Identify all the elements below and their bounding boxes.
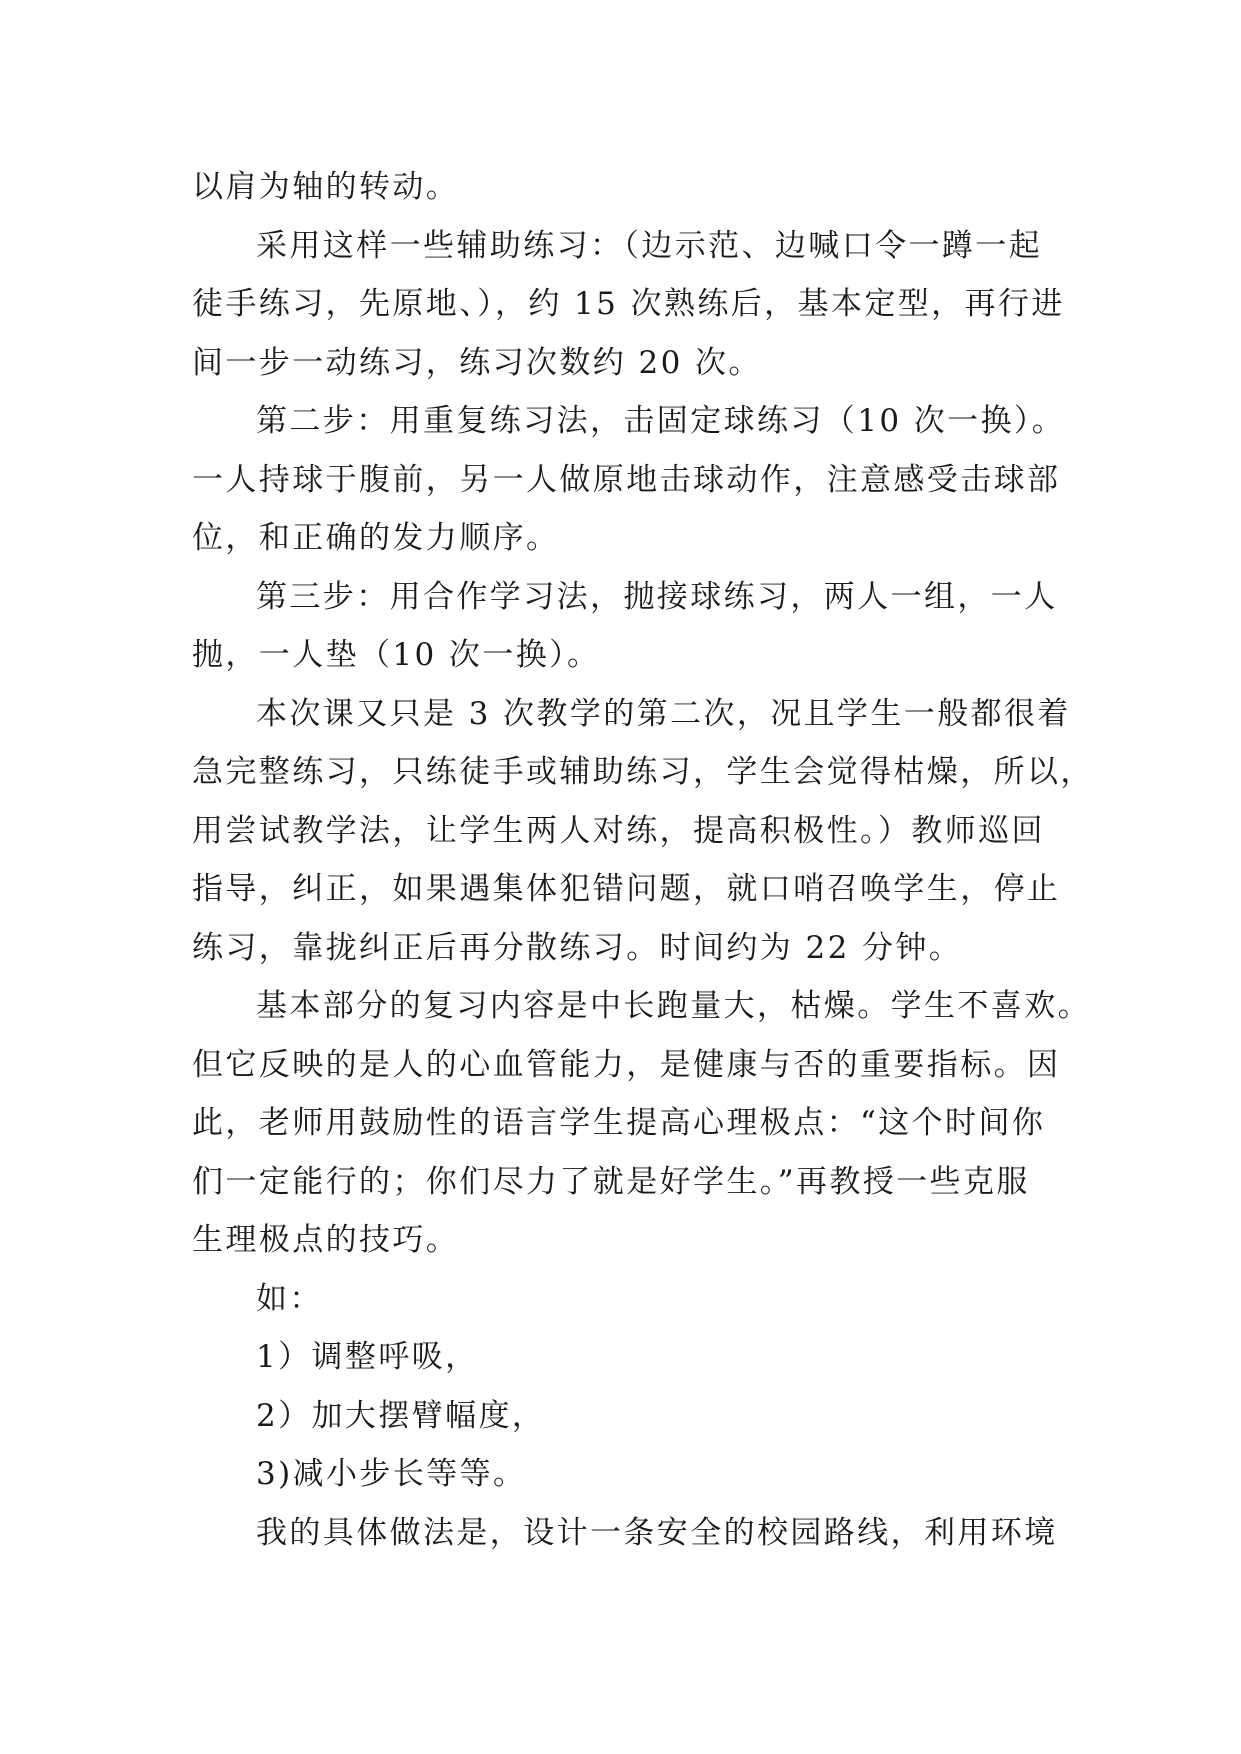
text-line: 第二步：用重复练习法，击固定球练习（10 次一换）。 bbox=[256, 403, 1066, 439]
text-line: 生理极点的技巧。 bbox=[192, 1222, 460, 1258]
text-line: 徒手练习，先原地、），约 15 次熟练后，基本定型，再行进 bbox=[192, 286, 1065, 322]
text-line: 1）调整呼吸， bbox=[256, 1339, 479, 1375]
text-line: 我的具体做法是，设计一条安全的校园路线，利用环境 bbox=[256, 1514, 1058, 1551]
text-line: 本次课又只是 3 次教学的第二次，况且学生一般都很着 bbox=[256, 695, 1071, 732]
text-line: 位，和正确的发力顺序。 bbox=[192, 520, 560, 556]
text-line: 练习，靠拢纠正后再分散练习。时间约为 22 分钟。 bbox=[192, 929, 963, 966]
text-line: 指导，纠正，如果遇集体犯错问题，就口哨召唤学生，停止 bbox=[192, 871, 1061, 907]
text-line: 急完整练习，只练徒手或辅助练习，学生会觉得枯燥，所以， bbox=[192, 754, 1094, 790]
text-line: 第三步：用合作学习法，抛接球练习，两人一组，一人 bbox=[256, 578, 1058, 615]
text-line: 3)减小步长等等。 bbox=[256, 1456, 527, 1492]
text-line: 间一步一动练习，练习次数约 20 次。 bbox=[192, 344, 762, 381]
text-line: 以肩为轴的转动。 bbox=[192, 169, 460, 205]
text-line: 一人持球于腹前，另一人做原地击球动作，注意感受击球部 bbox=[192, 461, 1061, 498]
text-line: 如： bbox=[256, 1280, 323, 1317]
text-line: 2）加大摆臂幅度， bbox=[256, 1397, 546, 1434]
text-line: 基本部分的复习内容是中长跑量大，枯燥。学生不喜欢。 bbox=[256, 988, 1091, 1024]
text-line: 但它反映的是人的心血管能力，是健康与否的重要指标。因 bbox=[192, 1046, 1061, 1083]
text-line: 抛，一人垫（10 次一换）。 bbox=[192, 637, 601, 673]
text-line: 用尝试教学法，让学生两人对练，提高积极性。）教师巡回 bbox=[192, 812, 1045, 849]
text-line: 此，老师用鼓励性的语言学生提高心理极点：“这个时间你 bbox=[192, 1105, 1046, 1141]
text-line: 采用这样一些辅助练习：（边示范、边喊口令一蹲一起 bbox=[256, 227, 1043, 264]
text-line: 们一定能行的；你们尽力了就是好学生。”再教授一些克服 bbox=[192, 1163, 1030, 1200]
body-text bbox=[192, 158, 1094, 1562]
